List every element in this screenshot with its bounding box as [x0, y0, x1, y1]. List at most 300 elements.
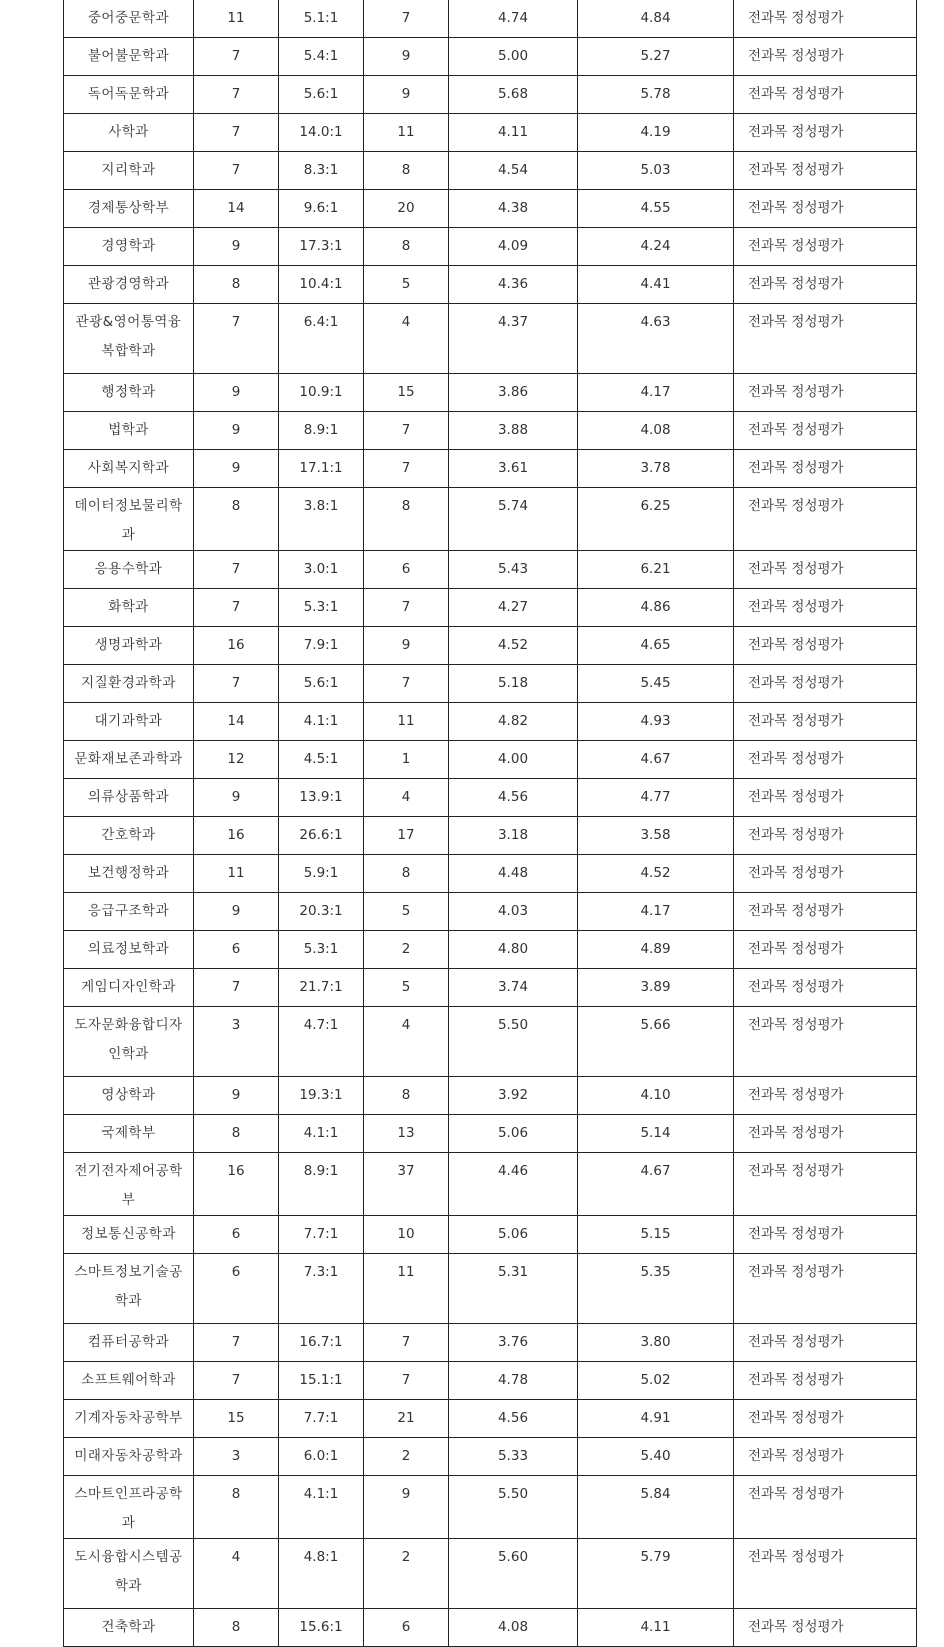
table-row: [64, 1007, 917, 1077]
recruit-count-cell: 9: [194, 779, 279, 817]
waitlist-rank-cell: 9: [364, 1476, 449, 1539]
competition-ratio-cell: 4.1:1: [279, 1115, 364, 1153]
grade-avg-cell: 5.50: [449, 1007, 578, 1077]
waitlist-rank-cell: 8: [364, 1077, 449, 1115]
table-row: [64, 817, 917, 855]
table-row: [64, 1324, 917, 1362]
competition-ratio-cell: 17.3:1: [279, 228, 364, 266]
evaluation-method-cell: 전과목 정성평가: [734, 412, 917, 450]
recruit-count-cell: 8: [194, 1609, 279, 1647]
recruit-count-cell: 9: [194, 228, 279, 266]
grade-avg-cell: 4.09: [449, 228, 578, 266]
competition-ratio-cell: 17.1:1: [279, 450, 364, 488]
evaluation-method-cell: 전과목 정성평가: [734, 1476, 917, 1539]
department-cell: 응용수학과: [64, 551, 194, 589]
waitlist-rank-cell: 20: [364, 190, 449, 228]
recruit-count-cell: 14: [194, 703, 279, 741]
grade-avg-cell: 4.08: [449, 1609, 578, 1647]
waitlist-rank-cell: 7: [364, 450, 449, 488]
table-row: [64, 450, 917, 488]
waitlist-rank-cell: 8: [364, 855, 449, 893]
grade-avg-cell: 4.48: [449, 855, 578, 893]
grade-cutoff-cell: 4.67: [578, 1153, 734, 1216]
evaluation-method-cell: 전과목 정성평가: [734, 855, 917, 893]
recruit-count-cell: 7: [194, 304, 279, 374]
recruit-count-cell: 16: [194, 627, 279, 665]
recruit-count-cell: 7: [194, 551, 279, 589]
waitlist-rank-cell: 2: [364, 1438, 449, 1476]
table-row: [64, 374, 917, 412]
waitlist-rank-cell: 8: [364, 488, 449, 551]
grade-cutoff-cell: 5.40: [578, 1438, 734, 1476]
grade-cutoff-cell: 6.25: [578, 488, 734, 551]
table-row: [64, 551, 917, 589]
grade-avg-cell: 4.82: [449, 703, 578, 741]
grade-cutoff-cell: 5.03: [578, 152, 734, 190]
competition-ratio-cell: 4.7:1: [279, 1007, 364, 1077]
department-cell: 기계자동차공학부: [64, 1400, 194, 1438]
grade-cutoff-cell: 4.93: [578, 703, 734, 741]
department-cell: 스마트인프라공학과: [64, 1476, 194, 1539]
table-row: [64, 1362, 917, 1400]
table-row: [64, 76, 917, 114]
grade-cutoff-cell: 5.79: [578, 1539, 734, 1609]
department-cell: 화학과: [64, 589, 194, 627]
recruit-count-cell: 7: [194, 38, 279, 76]
department-cell: 미래자동차공학과: [64, 1438, 194, 1476]
grade-cutoff-cell: 3.89: [578, 969, 734, 1007]
table-row: [64, 190, 917, 228]
waitlist-rank-cell: 17: [364, 817, 449, 855]
recruit-count-cell: 6: [194, 931, 279, 969]
table-row: [64, 412, 917, 450]
evaluation-method-cell: 전과목 정성평가: [734, 1115, 917, 1153]
evaluation-method-cell: 전과목 정성평가: [734, 1609, 917, 1647]
department-cell: 지질환경과학과: [64, 665, 194, 703]
department-cell: 도자문화융합디자인학과: [64, 1007, 194, 1077]
table-row: [64, 1476, 917, 1539]
recruit-count-cell: 9: [194, 374, 279, 412]
evaluation-method-cell: 전과목 정성평가: [734, 779, 917, 817]
admissions-results-table: [63, 0, 917, 1647]
grade-avg-cell: 4.38: [449, 190, 578, 228]
table-body: [64, 0, 917, 1647]
grade-avg-cell: 5.74: [449, 488, 578, 551]
waitlist-rank-cell: 9: [364, 627, 449, 665]
table-row: [64, 114, 917, 152]
grade-cutoff-cell: 4.65: [578, 627, 734, 665]
table-row: [64, 779, 917, 817]
grade-cutoff-cell: 4.10: [578, 1077, 734, 1115]
department-cell: 소프트웨어학과: [64, 1362, 194, 1400]
recruit-count-cell: 7: [194, 665, 279, 703]
grade-avg-cell: 4.52: [449, 627, 578, 665]
evaluation-method-cell: 전과목 정성평가: [734, 665, 917, 703]
table-row: [64, 931, 917, 969]
recruit-count-cell: 7: [194, 1324, 279, 1362]
table-row: [64, 969, 917, 1007]
table-row: [64, 38, 917, 76]
grade-avg-cell: 4.27: [449, 589, 578, 627]
grade-avg-cell: 5.60: [449, 1539, 578, 1609]
department-cell: 경영학과: [64, 228, 194, 266]
recruit-count-cell: 8: [194, 266, 279, 304]
recruit-count-cell: 6: [194, 1216, 279, 1254]
table-row: [64, 0, 917, 38]
competition-ratio-cell: 7.3:1: [279, 1254, 364, 1324]
waitlist-rank-cell: 7: [364, 665, 449, 703]
waitlist-rank-cell: 9: [364, 38, 449, 76]
competition-ratio-cell: 4.5:1: [279, 741, 364, 779]
table-row: [64, 152, 917, 190]
recruit-count-cell: 12: [194, 741, 279, 779]
recruit-count-cell: 9: [194, 450, 279, 488]
waitlist-rank-cell: 6: [364, 1609, 449, 1647]
table-row: [64, 1400, 917, 1438]
grade-avg-cell: 5.33: [449, 1438, 578, 1476]
competition-ratio-cell: 8.9:1: [279, 1153, 364, 1216]
waitlist-rank-cell: 1: [364, 741, 449, 779]
grade-avg-cell: 4.11: [449, 114, 578, 152]
evaluation-method-cell: 전과목 정성평가: [734, 1216, 917, 1254]
evaluation-method-cell: 전과목 정성평가: [734, 1324, 917, 1362]
department-cell: 사학과: [64, 114, 194, 152]
recruit-count-cell: 7: [194, 589, 279, 627]
grade-cutoff-cell: 4.77: [578, 779, 734, 817]
department-cell: 보건행정학과: [64, 855, 194, 893]
grade-cutoff-cell: 4.08: [578, 412, 734, 450]
table-row: [64, 893, 917, 931]
grade-avg-cell: 5.43: [449, 551, 578, 589]
competition-ratio-cell: 7.7:1: [279, 1400, 364, 1438]
grade-avg-cell: 4.56: [449, 779, 578, 817]
competition-ratio-cell: 26.6:1: [279, 817, 364, 855]
evaluation-method-cell: 전과목 정성평가: [734, 627, 917, 665]
competition-ratio-cell: 6.0:1: [279, 1438, 364, 1476]
evaluation-method-cell: 전과목 정성평가: [734, 551, 917, 589]
grade-avg-cell: 3.74: [449, 969, 578, 1007]
evaluation-method-cell: 전과목 정성평가: [734, 374, 917, 412]
competition-ratio-cell: 10.9:1: [279, 374, 364, 412]
competition-ratio-cell: 9.6:1: [279, 190, 364, 228]
evaluation-method-cell: 전과목 정성평가: [734, 1254, 917, 1324]
grade-cutoff-cell: 4.91: [578, 1400, 734, 1438]
recruit-count-cell: 9: [194, 1077, 279, 1115]
evaluation-method-cell: 전과목 정성평가: [734, 1539, 917, 1609]
department-cell: 영상학과: [64, 1077, 194, 1115]
grade-cutoff-cell: 4.55: [578, 190, 734, 228]
waitlist-rank-cell: 6: [364, 551, 449, 589]
competition-ratio-cell: 4.8:1: [279, 1539, 364, 1609]
waitlist-rank-cell: 7: [364, 412, 449, 450]
grade-avg-cell: 3.61: [449, 450, 578, 488]
grade-avg-cell: 5.50: [449, 1476, 578, 1539]
competition-ratio-cell: 7.9:1: [279, 627, 364, 665]
competition-ratio-cell: 5.6:1: [279, 76, 364, 114]
grade-cutoff-cell: 4.86: [578, 589, 734, 627]
competition-ratio-cell: 8.3:1: [279, 152, 364, 190]
evaluation-method-cell: 전과목 정성평가: [734, 228, 917, 266]
grade-avg-cell: 5.31: [449, 1254, 578, 1324]
grade-cutoff-cell: 3.78: [578, 450, 734, 488]
recruit-count-cell: 9: [194, 893, 279, 931]
grade-cutoff-cell: 4.63: [578, 304, 734, 374]
competition-ratio-cell: 19.3:1: [279, 1077, 364, 1115]
waitlist-rank-cell: 8: [364, 228, 449, 266]
grade-cutoff-cell: 4.11: [578, 1609, 734, 1647]
competition-ratio-cell: 15.1:1: [279, 1362, 364, 1400]
competition-ratio-cell: 7.7:1: [279, 1216, 364, 1254]
waitlist-rank-cell: 9: [364, 76, 449, 114]
evaluation-method-cell: 전과목 정성평가: [734, 1077, 917, 1115]
grade-cutoff-cell: 4.17: [578, 374, 734, 412]
table-row: [64, 488, 917, 551]
grade-avg-cell: 3.92: [449, 1077, 578, 1115]
recruit-count-cell: 16: [194, 1153, 279, 1216]
waitlist-rank-cell: 11: [364, 703, 449, 741]
grade-avg-cell: 5.18: [449, 665, 578, 703]
recruit-count-cell: 7: [194, 114, 279, 152]
recruit-count-cell: 3: [194, 1438, 279, 1476]
waitlist-rank-cell: 21: [364, 1400, 449, 1438]
recruit-count-cell: 9: [194, 412, 279, 450]
waitlist-rank-cell: 11: [364, 114, 449, 152]
evaluation-method-cell: 전과목 정성평가: [734, 893, 917, 931]
competition-ratio-cell: 8.9:1: [279, 412, 364, 450]
grade-cutoff-cell: 4.67: [578, 741, 734, 779]
waitlist-rank-cell: 37: [364, 1153, 449, 1216]
evaluation-method-cell: 전과목 정성평가: [734, 450, 917, 488]
department-cell: 독어독문학과: [64, 76, 194, 114]
evaluation-method-cell: 전과목 정성평가: [734, 1362, 917, 1400]
table-row: [64, 1153, 917, 1216]
grade-cutoff-cell: 5.35: [578, 1254, 734, 1324]
waitlist-rank-cell: 7: [364, 1362, 449, 1400]
department-cell: 생명과학과: [64, 627, 194, 665]
competition-ratio-cell: 5.3:1: [279, 589, 364, 627]
table-row: [64, 1609, 917, 1647]
table-row: [64, 741, 917, 779]
recruit-count-cell: 16: [194, 817, 279, 855]
department-cell: 의료정보학과: [64, 931, 194, 969]
evaluation-method-cell: 전과목 정성평가: [734, 76, 917, 114]
grade-cutoff-cell: 4.89: [578, 931, 734, 969]
department-cell: 응급구조학과: [64, 893, 194, 931]
grade-avg-cell: 5.06: [449, 1216, 578, 1254]
department-cell: 간호학과: [64, 817, 194, 855]
evaluation-method-cell: 전과목 정성평가: [734, 38, 917, 76]
department-cell: 불어불문학과: [64, 38, 194, 76]
competition-ratio-cell: 15.6:1: [279, 1609, 364, 1647]
recruit-count-cell: 8: [194, 488, 279, 551]
competition-ratio-cell: 3.0:1: [279, 551, 364, 589]
competition-ratio-cell: 21.7:1: [279, 969, 364, 1007]
grade-cutoff-cell: 5.14: [578, 1115, 734, 1153]
recruit-count-cell: 7: [194, 969, 279, 1007]
grade-avg-cell: 5.68: [449, 76, 578, 114]
waitlist-rank-cell: 7: [364, 1324, 449, 1362]
table-row: [64, 1216, 917, 1254]
competition-ratio-cell: 3.8:1: [279, 488, 364, 551]
department-cell: 법학과: [64, 412, 194, 450]
waitlist-rank-cell: 2: [364, 931, 449, 969]
waitlist-rank-cell: 5: [364, 266, 449, 304]
grade-avg-cell: 3.76: [449, 1324, 578, 1362]
evaluation-method-cell: 전과목 정성평가: [734, 152, 917, 190]
table-row: [64, 1254, 917, 1324]
grade-avg-cell: 4.56: [449, 1400, 578, 1438]
table-row: [64, 1115, 917, 1153]
department-cell: 도시융합시스템공학과: [64, 1539, 194, 1609]
evaluation-method-cell: 전과목 정성평가: [734, 589, 917, 627]
competition-ratio-cell: 16.7:1: [279, 1324, 364, 1362]
recruit-count-cell: 15: [194, 1400, 279, 1438]
evaluation-method-cell: 전과목 정성평가: [734, 741, 917, 779]
competition-ratio-cell: 13.9:1: [279, 779, 364, 817]
recruit-count-cell: 7: [194, 76, 279, 114]
department-cell: 사회복지학과: [64, 450, 194, 488]
grade-cutoff-cell: 4.52: [578, 855, 734, 893]
evaluation-method-cell: 전과목 정성평가: [734, 1153, 917, 1216]
evaluation-method-cell: 전과목 정성평가: [734, 817, 917, 855]
grade-cutoff-cell: 5.15: [578, 1216, 734, 1254]
competition-ratio-cell: 4.1:1: [279, 703, 364, 741]
department-cell: 지리학과: [64, 152, 194, 190]
grade-avg-cell: 3.86: [449, 374, 578, 412]
grade-avg-cell: 4.00: [449, 741, 578, 779]
waitlist-rank-cell: 5: [364, 969, 449, 1007]
table-row: [64, 228, 917, 266]
competition-ratio-cell: 5.3:1: [279, 931, 364, 969]
grade-avg-cell: 4.54: [449, 152, 578, 190]
department-cell: 관광&영어통역융복합학과: [64, 304, 194, 374]
competition-ratio-cell: 5.6:1: [279, 665, 364, 703]
waitlist-rank-cell: 15: [364, 374, 449, 412]
table-row: [64, 304, 917, 374]
competition-ratio-cell: 14.0:1: [279, 114, 364, 152]
grade-avg-cell: 4.37: [449, 304, 578, 374]
recruit-count-cell: 8: [194, 1115, 279, 1153]
evaluation-method-cell: 전과목 정성평가: [734, 1007, 917, 1077]
department-cell: 국제학부: [64, 1115, 194, 1153]
recruit-count-cell: 7: [194, 1362, 279, 1400]
recruit-count-cell: 11: [194, 0, 279, 38]
grade-avg-cell: 4.46: [449, 1153, 578, 1216]
department-cell: 건축학과: [64, 1609, 194, 1647]
grade-cutoff-cell: 5.66: [578, 1007, 734, 1077]
table-row: [64, 627, 917, 665]
competition-ratio-cell: 6.4:1: [279, 304, 364, 374]
grade-cutoff-cell: 6.21: [578, 551, 734, 589]
grade-cutoff-cell: 5.02: [578, 1362, 734, 1400]
waitlist-rank-cell: 4: [364, 779, 449, 817]
evaluation-method-cell: 전과목 정성평가: [734, 969, 917, 1007]
recruit-count-cell: 4: [194, 1539, 279, 1609]
recruit-count-cell: 3: [194, 1007, 279, 1077]
grade-avg-cell: 4.80: [449, 931, 578, 969]
department-cell: 전기전자제어공학부: [64, 1153, 194, 1216]
grade-cutoff-cell: 4.19: [578, 114, 734, 152]
grade-avg-cell: 5.06: [449, 1115, 578, 1153]
recruit-count-cell: 8: [194, 1476, 279, 1539]
waitlist-rank-cell: 10: [364, 1216, 449, 1254]
table-row: [64, 1539, 917, 1609]
department-cell: 관광경영학과: [64, 266, 194, 304]
table-row: [64, 589, 917, 627]
waitlist-rank-cell: 4: [364, 1007, 449, 1077]
grade-avg-cell: 4.36: [449, 266, 578, 304]
competition-ratio-cell: 5.9:1: [279, 855, 364, 893]
department-cell: 행정학과: [64, 374, 194, 412]
department-cell: 컴퓨터공학과: [64, 1324, 194, 1362]
waitlist-rank-cell: 5: [364, 893, 449, 931]
department-cell: 경제통상학부: [64, 190, 194, 228]
table-row: [64, 665, 917, 703]
grade-cutoff-cell: 5.45: [578, 665, 734, 703]
recruit-count-cell: 11: [194, 855, 279, 893]
evaluation-method-cell: 전과목 정성평가: [734, 703, 917, 741]
grade-cutoff-cell: 4.84: [578, 0, 734, 38]
evaluation-method-cell: 전과목 정성평가: [734, 931, 917, 969]
department-cell: 데이터정보물리학과: [64, 488, 194, 551]
table-row: [64, 1077, 917, 1115]
waitlist-rank-cell: 13: [364, 1115, 449, 1153]
department-cell: 스마트정보기술공학과: [64, 1254, 194, 1324]
grade-cutoff-cell: 4.41: [578, 266, 734, 304]
table-row: [64, 703, 917, 741]
evaluation-method-cell: 전과목 정성평가: [734, 488, 917, 551]
grade-cutoff-cell: 4.24: [578, 228, 734, 266]
grade-avg-cell: 3.18: [449, 817, 578, 855]
table-row: [64, 266, 917, 304]
grade-avg-cell: 4.78: [449, 1362, 578, 1400]
competition-ratio-cell: 20.3:1: [279, 893, 364, 931]
grade-cutoff-cell: 3.58: [578, 817, 734, 855]
grade-avg-cell: 4.74: [449, 0, 578, 38]
waitlist-rank-cell: 8: [364, 152, 449, 190]
grade-avg-cell: 5.00: [449, 38, 578, 76]
department-cell: 의류상품학과: [64, 779, 194, 817]
evaluation-method-cell: 전과목 정성평가: [734, 304, 917, 374]
evaluation-method-cell: 전과목 정성평가: [734, 266, 917, 304]
grade-cutoff-cell: 4.17: [578, 893, 734, 931]
department-cell: 문화재보존과학과: [64, 741, 194, 779]
grade-cutoff-cell: 5.27: [578, 38, 734, 76]
recruit-count-cell: 14: [194, 190, 279, 228]
evaluation-method-cell: 전과목 정성평가: [734, 1400, 917, 1438]
evaluation-method-cell: 전과목 정성평가: [734, 1438, 917, 1476]
department-cell: 게임디자인학과: [64, 969, 194, 1007]
competition-ratio-cell: 4.1:1: [279, 1476, 364, 1539]
department-cell: 정보통신공학과: [64, 1216, 194, 1254]
waitlist-rank-cell: 4: [364, 304, 449, 374]
department-cell: 대기과학과: [64, 703, 194, 741]
department-cell: 중어중문학과: [64, 0, 194, 38]
grade-cutoff-cell: 3.80: [578, 1324, 734, 1362]
competition-ratio-cell: 5.4:1: [279, 38, 364, 76]
waitlist-rank-cell: 7: [364, 0, 449, 38]
grade-cutoff-cell: 5.78: [578, 76, 734, 114]
waitlist-rank-cell: 11: [364, 1254, 449, 1324]
grade-avg-cell: 4.03: [449, 893, 578, 931]
evaluation-method-cell: 전과목 정성평가: [734, 190, 917, 228]
evaluation-method-cell: 전과목 정성평가: [734, 0, 917, 38]
recruit-count-cell: 7: [194, 152, 279, 190]
table-row: [64, 1438, 917, 1476]
grade-cutoff-cell: 5.84: [578, 1476, 734, 1539]
competition-ratio-cell: 5.1:1: [279, 0, 364, 38]
waitlist-rank-cell: 2: [364, 1539, 449, 1609]
